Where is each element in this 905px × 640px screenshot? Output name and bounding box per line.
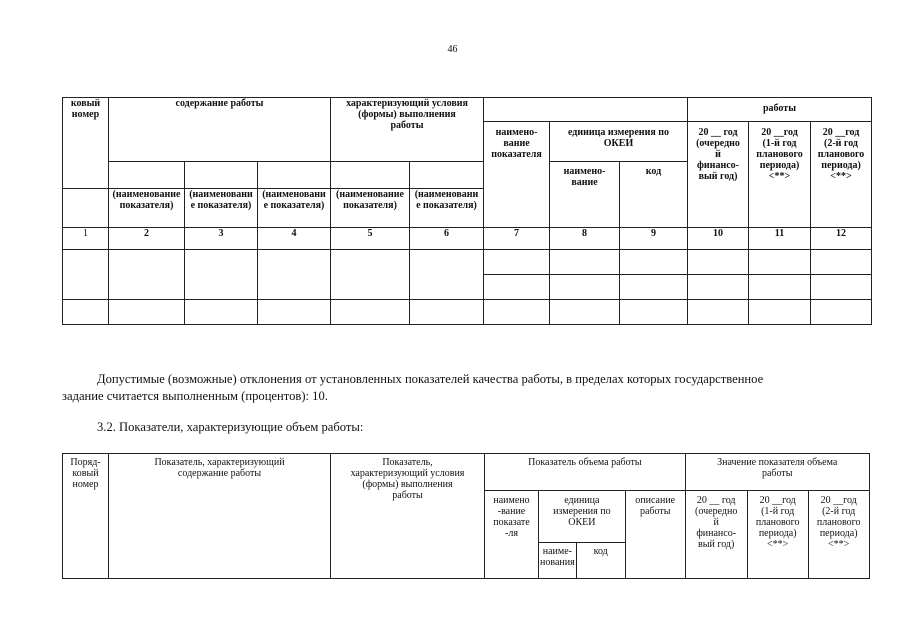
content-cell: [185, 162, 258, 189]
header-unit-name: наимено- вание: [550, 162, 620, 228]
deviation-paragraph: Допустимые (возможные) отклонения от установленных показателей качества работы, в пределах которых государственное: [97, 372, 764, 386]
col-number: 3: [185, 228, 258, 250]
data-cell: [620, 300, 688, 325]
data-cell: [688, 275, 749, 300]
header-unit-code: код: [620, 162, 688, 228]
header-year-plan1: 20 __год (1-й год планового периода) <**>: [747, 491, 808, 579]
data-cell: [63, 300, 109, 325]
col-number: 12: [811, 228, 872, 250]
header-year-current: 20 __ год (очередно й финансо- вый год): [685, 491, 747, 579]
col-number: 2: [109, 228, 185, 250]
data-cell: [550, 300, 620, 325]
header-unit: единица измерения по ОКЕИ: [539, 491, 626, 543]
data-cell: [410, 250, 484, 300]
header-indicator-name: наимено- вание показателя: [484, 122, 550, 228]
data-cell: [258, 250, 331, 300]
header-content: Показатель, характеризующий содержание работы: [109, 454, 331, 579]
col-number: 11: [749, 228, 811, 250]
data-cell: [749, 250, 811, 275]
sub-label: (наименование показателя): [109, 189, 185, 228]
header-values: работы: [688, 98, 872, 122]
data-cell: [331, 250, 410, 300]
header-unit-name: наиме- нования: [539, 543, 577, 579]
header-indicator-group: [484, 98, 688, 122]
volume-indicators-table: [62, 453, 870, 579]
sub-label: (наименовани е показателя): [410, 189, 484, 228]
header-indicator-name: наимено -вание показате -ля: [485, 491, 539, 579]
condition-cell: [331, 162, 410, 189]
header-description: описание работы: [625, 491, 685, 579]
data-cell: [620, 275, 688, 300]
data-cell: [811, 250, 872, 275]
data-cell: [811, 300, 872, 325]
content-cell: [109, 162, 185, 189]
header-year-plan2: 20 __год (2-й год планового периода) <**>: [808, 491, 869, 579]
col-number: 10: [688, 228, 749, 250]
data-cell: [185, 250, 258, 300]
data-cell: [484, 275, 550, 300]
condition-cell: [410, 162, 484, 189]
data-cell: [331, 300, 410, 325]
sub-label: (наименовани е показателя): [185, 189, 258, 228]
data-cell: [484, 250, 550, 275]
header-year-plan2: 20 __год (2-й год планового периода) <**>: [811, 122, 872, 228]
header-year-plan1: 20 __год (1-й год планового периода) <**>: [749, 122, 811, 228]
data-cell: [109, 300, 185, 325]
header-conditions: характеризующий условия (формы) выполнения работы: [331, 98, 484, 162]
header-value: Значение показателя объема работы: [685, 454, 869, 491]
data-cell: [688, 250, 749, 275]
data-cell: [811, 275, 872, 300]
data-cell: [185, 300, 258, 325]
header-number: ковый номер: [63, 98, 109, 189]
data-cell: [63, 250, 109, 300]
header-unit-code: код: [576, 543, 625, 579]
sub-label: (наименовани е показателя): [258, 189, 331, 228]
col-number: 9: [620, 228, 688, 250]
col-number: 5: [331, 228, 410, 250]
data-cell: [484, 300, 550, 325]
data-cell: [410, 300, 484, 325]
data-cell: [688, 300, 749, 325]
col-number: 4: [258, 228, 331, 250]
col-number: 7: [484, 228, 550, 250]
data-cell: [749, 275, 811, 300]
quality-indicators-table: [62, 97, 872, 325]
col-number: 6: [410, 228, 484, 250]
header-conditions: Показатель, характеризующий условия (формы) выполнения работы: [331, 454, 485, 579]
header-year-current: 20 __ год (очередно й финансо- вый год): [688, 122, 749, 228]
section-heading: 3.2. Показатели, характеризующие объем работы:: [97, 420, 364, 434]
page-number: 46: [447, 44, 458, 55]
data-cell: [109, 250, 185, 300]
sub-label: (наименование показателя): [331, 189, 410, 228]
data-cell: [258, 300, 331, 325]
col-number: 1: [63, 228, 109, 250]
col-number: 8: [550, 228, 620, 250]
number-cell: [63, 189, 109, 228]
header-content: содержание работы: [109, 98, 331, 162]
content-cell: [258, 162, 331, 189]
data-cell: [550, 275, 620, 300]
header-number: Поряд- ковый номер: [63, 454, 109, 579]
data-cell: [550, 250, 620, 275]
data-cell: [620, 250, 688, 275]
deviation-paragraph-continued: задание считается выполненным (процентов): 10.: [62, 389, 328, 403]
header-unit: единица измерения по ОКЕИ: [550, 122, 688, 162]
data-cell: [749, 300, 811, 325]
header-volume: Показатель объема работы: [485, 454, 686, 491]
